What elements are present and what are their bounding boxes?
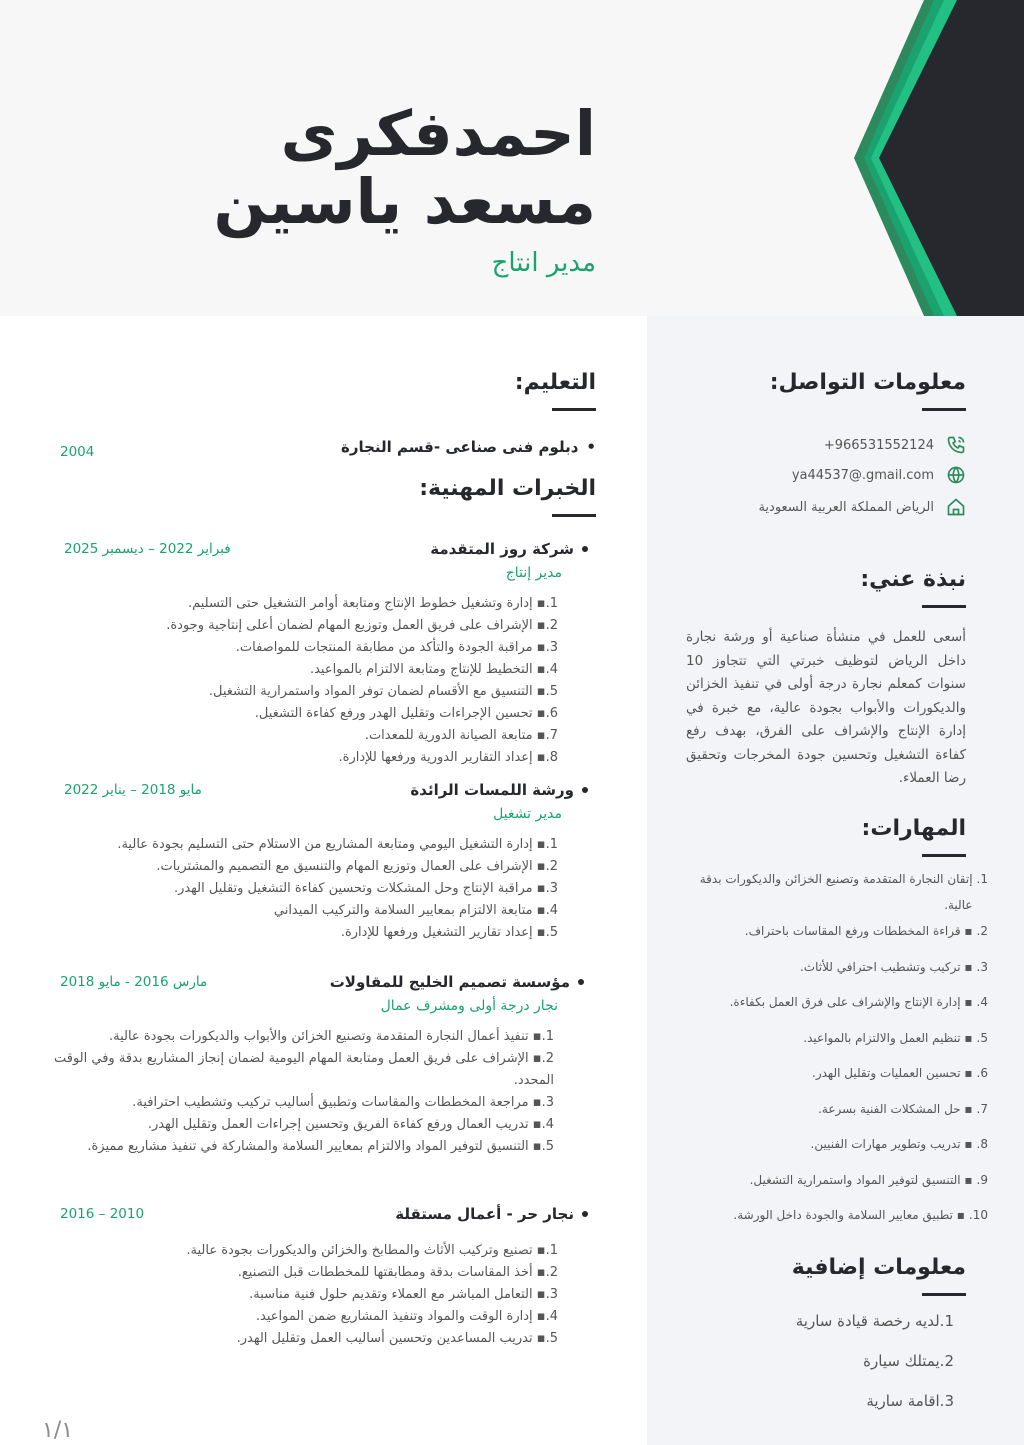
globe-icon [946,465,966,485]
task-item: 3.▪ مراجعة المخططات والمقاسات وتطبيق أساليب تركيب وتشطيب احترافية. [132,1095,554,1110]
task-item: 5.▪ التنسيق مع الأقسام لضمان توفر المواد واستمرارية التشغيل. [208,684,558,699]
job-dates: فبراير 2022 – ديسمبر 2025 [64,541,231,557]
job-dates: مايو 2018 – يناير 2022 [64,782,202,798]
contact-email[interactable] [792,465,966,485]
task-item: 8.▪ إعداد التقارير الدورية ورفعها للإدارة. [338,750,558,765]
skill-item: 7. ▪ حل المشكلات الفنية بسرعة. [818,1101,988,1116]
skill-item: 3. ▪ تركيب وتشطيب احترافي للأثاث. [799,959,988,974]
email-text: ya44537@.gmail.com [791,467,934,483]
skill-item: 5. ▪ تنظيم العمل والالتزام بالمواعيد. [803,1030,988,1045]
job-company: ورشة اللمسات الرائدة [410,781,574,799]
job-dates: مارس 2016 - مايو 2018 [60,974,208,990]
task-item: 5.▪ تدريب المساعدين وتحسين أساليب العمل وتقليل الهدر. [236,1331,558,1346]
task-item: 4.▪ تدريب العمال ورفع كفاءة الفريق وتحسين إجراءات العمل وتقليل الهدر. [147,1117,554,1132]
task-item: 2.▪ الإشراف على فريق العمل وتوزيع المهام لضمان أعلى إنتاجية وجودة. [166,618,558,633]
skill-item: 6. ▪ تحسين العمليات وتقليل الهدر. [812,1066,988,1080]
extra-title: معلومات إضافية [791,1255,966,1280]
skill-item: 1. إتقان النجارة المتقدمة وتصنيع الخزائن والديكورات بدقة عالية. [699,872,988,912]
about-text: أسعى للعمل في منشأة صناعية أو ورشة نجارة داخل الرياض لتوظيف خبرتي التي تتجاوز 10 سنوات كمعلم نجارة درجة أولى في تنفيذ الخزائن والديكورات والأبواب بجودة عالية، مع خبرة في إدارة الإنتاج والإشراف على الفرق، بهدف رفع كفاءة التشغيل وتحسين جودة المخرجات وتحقيق رضا العملاء. [686,629,966,786]
phone-icon [946,435,966,455]
job-role: مدير تشغيل [493,806,562,822]
task-item: 5.▪ التنسيق لتوفير المواد والالتزام بمعايير السلامة والمشاركة في تنفيذ مشاريع مميزة. [87,1139,554,1154]
task-item: 4.▪ متابعة الالتزام بمعايير السلامة والتركيب الميداني [273,903,558,918]
skill-item: 2. ▪ قراءة المخططات ورفع المقاسات باحتراف. [744,924,988,938]
task-item: 4.▪ التخطيط للإنتاج ومتابعة الالتزام بالمواعيد. [309,662,558,677]
task-item: 1.▪ تصنيع وتركيب الأثاث والمطابخ والخزائن والديكورات بجودة عالية. [186,1243,558,1258]
contact-location [758,497,966,517]
job-title: مدير انتاج [491,248,596,278]
job-entry [28,778,588,944]
task-item: 3.▪ التعامل المباشر مع العملاء وتقديم حلول فنية مناسبة. [249,1287,558,1302]
task-item: 2.▪ الإشراف على فريق العمل ومتابعة المهام اليومية لضمان إنجاز المشاريع بدقة وفي الوقت المحدد. [53,1051,554,1088]
task-item: 2.▪ أخذ المقاسات بدقة ومطابقتها للمخططات قبل التصنيع. [237,1265,558,1280]
task-item: 7.▪ متابعة الصيانة الدورية للمعدات. [364,728,558,743]
job-tasks [68,1240,558,1350]
contact-phone[interactable] [824,435,966,455]
skill-item: 8. ▪ تدريب وتطوير مهارات الفنيين. [810,1137,988,1151]
task-item: 2.▪ الإشراف على العمال وتوزيع المهام والتنسيق مع التصميم والمشتريات. [156,859,558,874]
task-item: 4.▪ إدارة الوقت والمواد وتنفيذ المشاريع ضمن المواعيد. [255,1309,558,1324]
job-entry [68,1202,588,1350]
job-company: مؤسسة تصميم الخليج للمقاولات [329,973,570,991]
task-item: 1.▪ إدارة وتشغيل خطوط الإنتاج ومتابعة أوامر التشغيل حتى التسليم. [187,596,558,611]
skills-title: المهارات: [861,816,966,841]
phone-text: +966531552124 [823,437,934,453]
skill-item: 10. ▪ تطبيق معايير السلامة والجودة داخل الورشة. [733,1208,988,1222]
skills-list [678,866,988,1238]
job-dates: 2010 – 2016 [60,1206,145,1222]
education-title: التعليم: [514,370,596,395]
name-line-2: مسعد ياسين [213,165,596,238]
job-role: مدير إنتاج [505,565,562,581]
home-icon [946,497,966,517]
extra-item: 1.لديه رخصة قيادة سارية [795,1312,954,1330]
skill-item: 4. ▪ إدارة الإنتاج والإشراف على فرق العمل بكفاءة. [729,995,988,1009]
job-role: نجار درجة أولى ومشرف عمال [380,998,558,1014]
job-tasks [24,1026,554,1158]
experience-title: الخبرات المهنية: [419,476,596,501]
candidate-name [213,97,596,238]
task-item: 1.▪ إدارة التشغيل اليومي ومتابعة المشاريع من الاستلام حتى التسليم بجودة عالية. [117,837,558,852]
education-degree: •دبلوم فنى صناعى -قسم النجارة [340,438,596,456]
task-item: 3.▪ مراقبة الإنتاج وحل المشكلات وتحسين كفاءة التشغيل وتقليل الهدر. [173,881,558,896]
page-number: ١/١ [42,1418,74,1443]
extra-item: 2.يمتلك سيارة [863,1352,954,1370]
contact-title: معلومات التواصل: [769,370,966,395]
job-company: نجار حر - أعمال مستقلة [395,1205,574,1223]
extra-item: 3.اقامة سارية [866,1392,954,1410]
task-item: 3.▪ مراقبة الجودة والتأكد من مطابقة المنتجات للمواصفات. [235,640,558,655]
job-tasks [68,593,558,769]
extra-list [796,1308,954,1428]
job-entry [24,970,584,1158]
location-text: الرياض المملكة العربية السعودية [758,499,934,515]
education-year: 2004 [60,444,95,460]
about-title: نبذة عني: [860,567,966,592]
header-hexagon-decoration [849,0,1024,316]
header [0,0,1024,316]
task-item: 6.▪ تحسين الإجراءات وتقليل الهدر ورفع كفاءة التشغيل. [254,706,558,721]
task-item: 1.▪ تنفيذ أعمال النجارة المتقدمة وتصنيع الخزائن والأبواب والديكورات بجودة عالية. [108,1029,554,1044]
name-line-1: احمدفكرى [280,97,596,170]
skill-item: 9. ▪ التنسيق لتوفير المواد واستمرارية التشغيل. [749,1172,988,1187]
job-entry [68,537,588,769]
job-tasks [28,834,558,944]
job-company: شركة روز المتقدمة [430,540,574,558]
task-item: 5.▪ إعداد تقارير التشغيل ورفعها للإدارة. [340,925,558,940]
